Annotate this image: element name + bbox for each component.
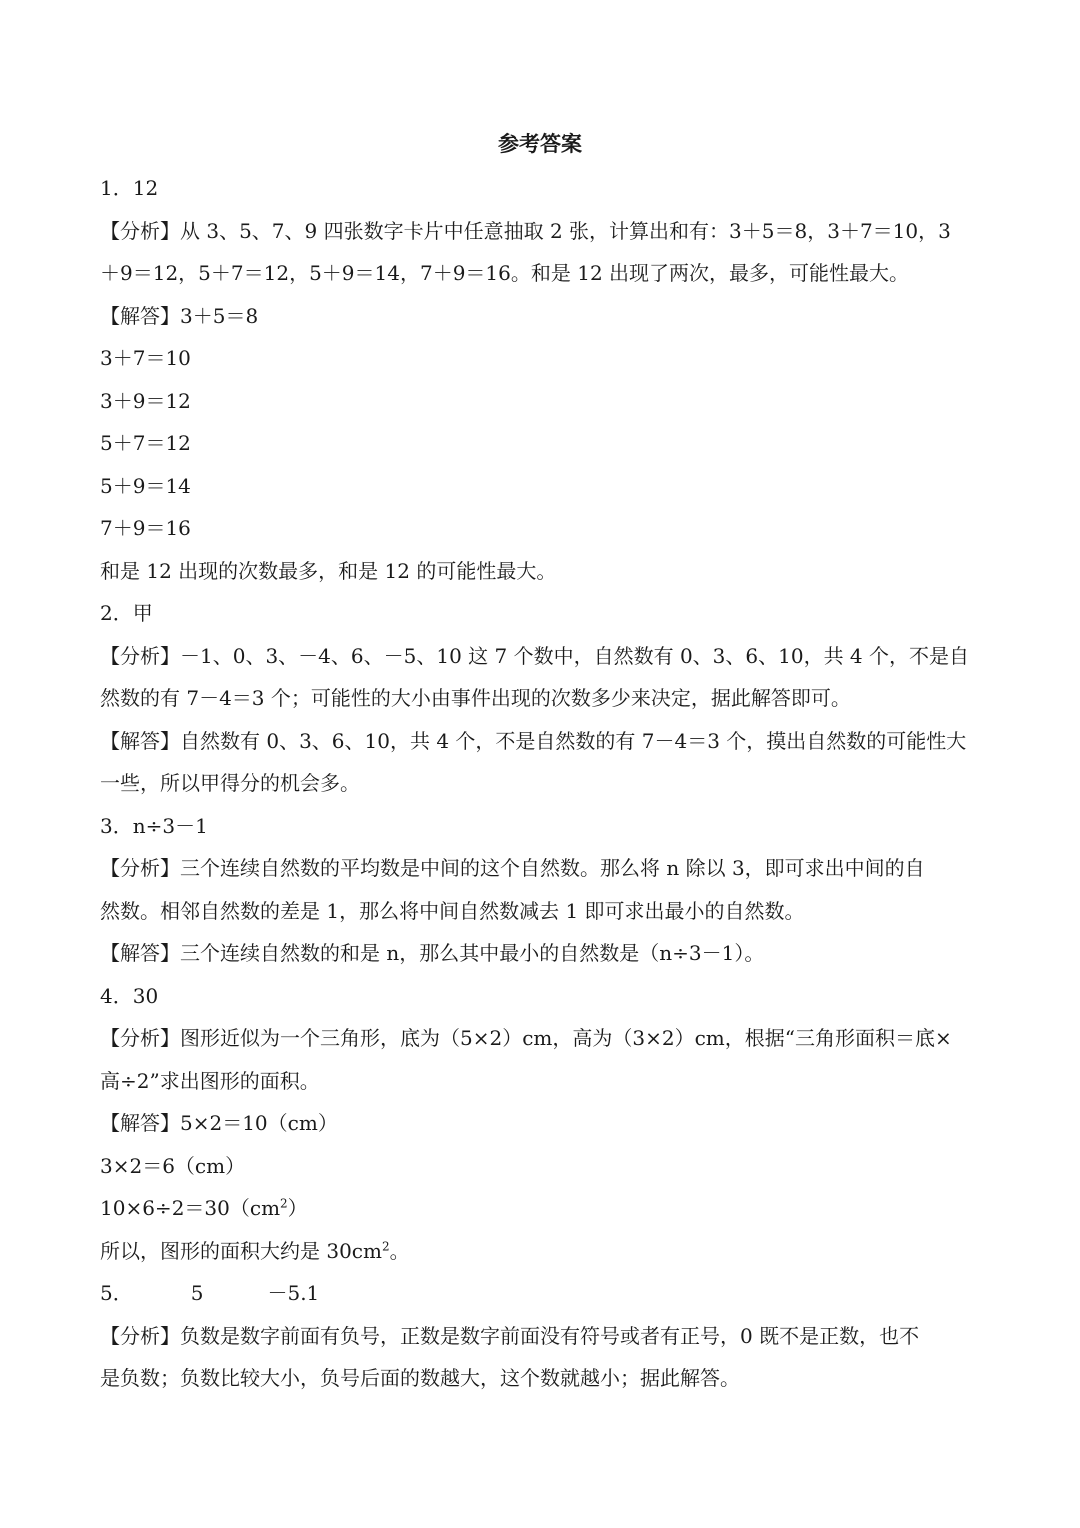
answer-5-value-2: －5.1 — [267, 1281, 320, 1305]
answer-2-solution-cont: 一些，所以甲得分的机会多。 — [100, 771, 360, 795]
answer-4-conclusion — [100, 1236, 990, 1266]
answer-1-conclusion: 和是 12 出现的次数最多，和是 12 的可能性最大。 — [100, 559, 557, 583]
answer-2-solution: 【解答】自然数有 0、3、6、10，共 4 个，不是自然数的有 7－4＝3 个，摸出自然数的可能性大 — [100, 729, 967, 753]
answer-4-heading: 4．30 — [100, 984, 159, 1008]
answer-4-solution: 【解答】5×2＝10（cm） — [100, 1111, 338, 1135]
equation-line: 5＋9＝14 — [100, 474, 191, 498]
answer-2-heading: 2．甲 — [100, 601, 153, 625]
superscript-two: 2 — [280, 1196, 288, 1211]
answer-1-heading: 1．12 — [100, 176, 159, 200]
question-number: 5． — [100, 1281, 133, 1305]
equation-line: 7＋9＝16 — [100, 516, 191, 540]
equation-line-area — [100, 1193, 990, 1223]
answer-2-analysis: 【分析】－1、0、3、－4、6、－5、10 这 7 个数中，自然数有 0、3、6、10，共 4 个，不是自 — [100, 644, 970, 668]
answer-5-analysis: 【分析】负数是数字前面有负号，正数是数字前面没有符号或者有正号，0 既不是正数，也不 — [100, 1324, 920, 1348]
answer-3-heading: 3．n÷3－1 — [100, 814, 208, 838]
conclusion-text: 所以，图形的面积大约是 30cm — [100, 1239, 382, 1263]
answer-3-analysis: 【分析】三个连续自然数的平均数是中间的这个自然数。那么将 n 除以 3，即可求出中间的自 — [100, 856, 925, 880]
answer-3-analysis-cont: 然数。相邻自然数的差是 1，那么将中间自然数减去 1 即可求出最小的自然数。 — [100, 899, 805, 923]
equation-line: 3×2＝6（cm） — [100, 1154, 246, 1178]
page-title: 参考答案 — [498, 132, 582, 156]
period: 。 — [389, 1239, 410, 1263]
equation-text: 10×6÷2＝30（cm — [100, 1196, 281, 1220]
answer-5-heading — [100, 1278, 990, 1308]
answer-4-analysis-cont: 高÷2”求出图形的面积。 — [100, 1069, 320, 1093]
answer-1-analysis-cont: ＋9＝12，5＋7＝12，5＋9＝14，7＋9＝16。和是 12 出现了两次，最多，可能性最大。 — [100, 261, 910, 285]
equation-line: 3＋9＝12 — [100, 389, 191, 413]
answer-2-analysis-cont: 然数的有 7－4＝3 个；可能性的大小由事件出现的次数多少来决定，据此解答即可。 — [100, 686, 851, 710]
equation-line: 5＋7＝12 — [100, 431, 191, 455]
equation-line: 3＋7＝10 — [100, 346, 191, 370]
answer-1-solution: 【解答】3＋5＝8 — [100, 304, 259, 328]
superscript-two: 2 — [381, 1239, 390, 1254]
answer-3-solution: 【解答】三个连续自然数的和是 n，那么其中最小的自然数是（n÷3－1）。 — [100, 941, 765, 965]
answer-5-analysis-cont: 是负数；负数比较大小，负号后面的数越大，这个数就越小；据此解答。 — [100, 1366, 740, 1390]
closing-paren: ） — [287, 1196, 308, 1220]
answer-4-analysis: 【分析】图形近似为一个三角形，底为（5×2）cm，高为（3×2）cm，根据“三角形面积＝底× — [100, 1026, 952, 1050]
answer-1-analysis: 【分析】从 3、5、7、9 四张数字卡片中任意抽取 2 张，计算出和有：3＋5＝8，3＋7＝10，3 — [100, 219, 951, 243]
answer-5-value-1: 5 — [190, 1281, 204, 1305]
